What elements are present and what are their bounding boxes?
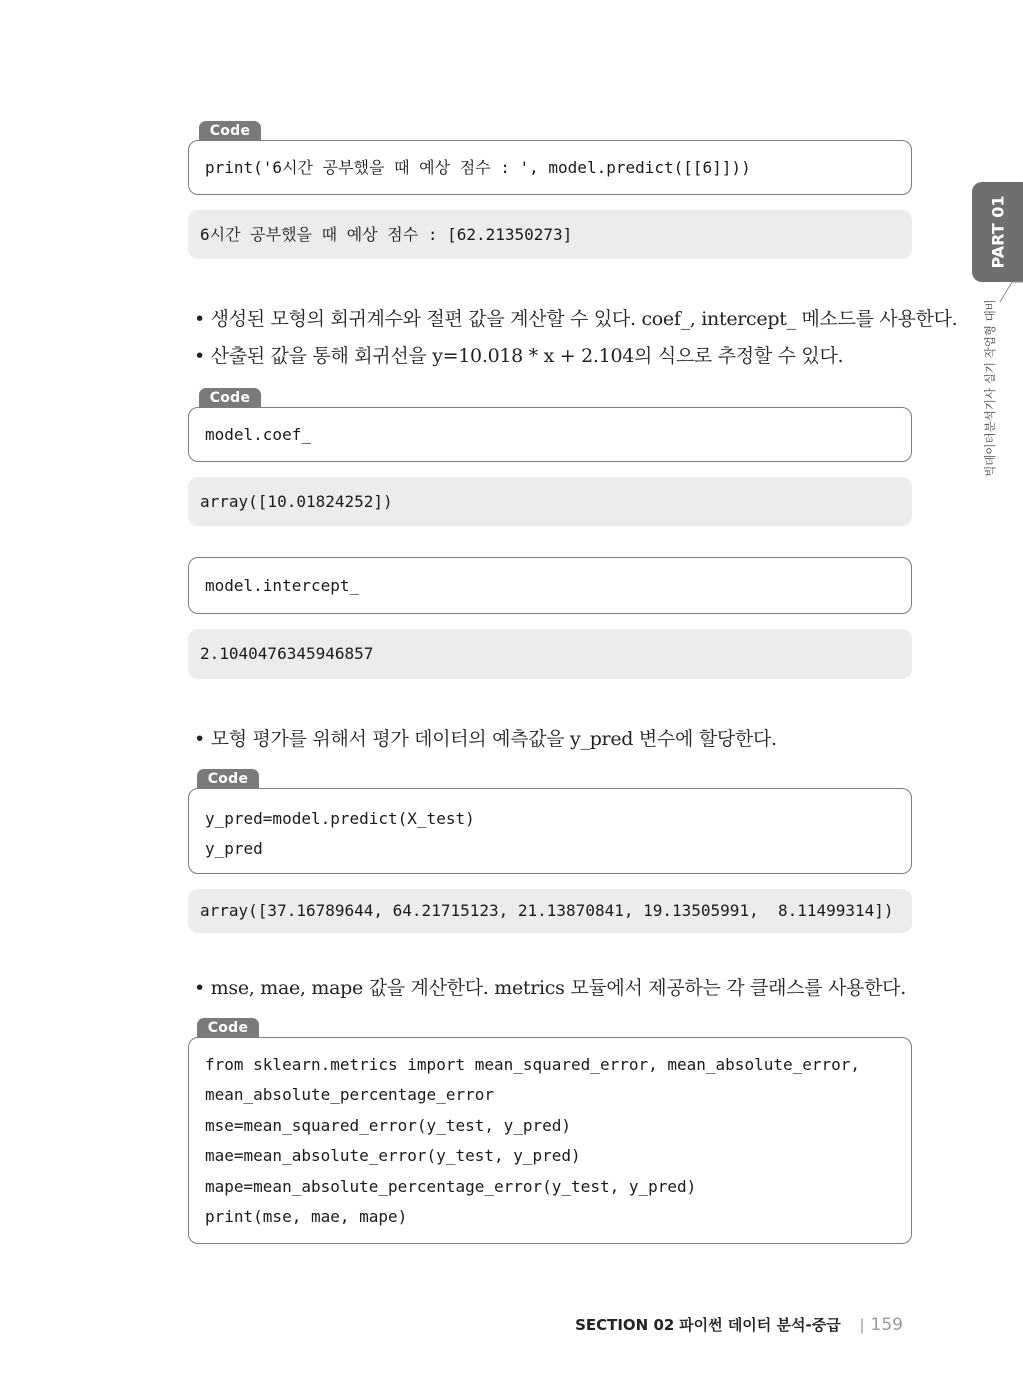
code-line: model.intercept_ bbox=[205, 576, 360, 595]
output-block bbox=[188, 210, 912, 259]
output-text: 2.1040476345946857 bbox=[200, 644, 374, 663]
footer-separator: | bbox=[859, 1316, 865, 1334]
page-number: 159 bbox=[870, 1315, 903, 1335]
book-subtitle: 빅데이터분석기사 실기 작업형 대비 bbox=[983, 299, 997, 477]
code-tab-label: Code bbox=[199, 121, 261, 141]
code-line: model.coef_ bbox=[205, 425, 311, 444]
output-block bbox=[188, 629, 912, 679]
code-line: from sklearn.metrics import mean_squared_error, mean_absolute_error, bbox=[205, 1055, 861, 1074]
output-block bbox=[188, 889, 912, 933]
bullet-text: • 모형 평가를 위해서 평가 데이터의 예측값을 y_pred 변수에 할당한다. bbox=[194, 728, 777, 750]
code-tab-label: Code bbox=[197, 1018, 259, 1038]
bullet-text: • 생성된 모형의 회귀계수와 절편 값을 계산할 수 있다. coef_, intercept_ 메소드를 사용한다. bbox=[194, 308, 958, 330]
bullet-text: • mse, mae, mape 값을 계산한다. metrics 모듈에서 제공하는 각 클래스를 사용한다. bbox=[194, 977, 906, 999]
code-line: mape=mean_absolute_percentage_error(y_test, y_pred) bbox=[205, 1176, 697, 1196]
footer-title: 파이썬 데이터 분석-중급 bbox=[679, 1316, 841, 1334]
code-line: mae=mean_absolute_error(y_test, y_pred) bbox=[205, 1146, 581, 1166]
code-line: mse=mean_squared_error(y_test, y_pred) bbox=[205, 1115, 572, 1135]
part-label: PART 01 bbox=[988, 195, 1008, 269]
code-line: y_pred=model.predict(X_test) bbox=[205, 809, 475, 828]
code-block bbox=[188, 788, 912, 874]
code-block bbox=[188, 140, 912, 195]
output-block bbox=[188, 477, 912, 526]
code-block bbox=[188, 1037, 912, 1244]
page-footer bbox=[575, 1314, 903, 1335]
code-line: mean_absolute_percentage_error bbox=[205, 1085, 494, 1105]
code-block bbox=[188, 407, 912, 462]
bullet-text: • 산출된 값을 통해 회귀선을 y=10.018 * x + 2.104의 식으로 추정할 수 있다. bbox=[194, 345, 844, 367]
output-text: array([10.01824252]) bbox=[200, 492, 393, 511]
code-block bbox=[188, 557, 912, 614]
code-tab-label: Code bbox=[199, 388, 261, 408]
code-line: print('6시간 공부했을 때 예상 점수 : ', model.predict([[6]])) bbox=[205, 158, 751, 177]
output-text: array([37.16789644, 64.21715123, 21.13870841, 19.13505991, 8.11499314]) bbox=[200, 901, 894, 920]
code-line: print(mse, mae, mape) bbox=[205, 1207, 408, 1227]
footer-section: SECTION 02 bbox=[575, 1316, 675, 1334]
code-line: y_pred bbox=[205, 839, 263, 858]
code-tab-label: Code bbox=[197, 769, 259, 789]
output-text: 6시간 공부했을 때 예상 점수 : [62.21350273] bbox=[200, 225, 573, 244]
